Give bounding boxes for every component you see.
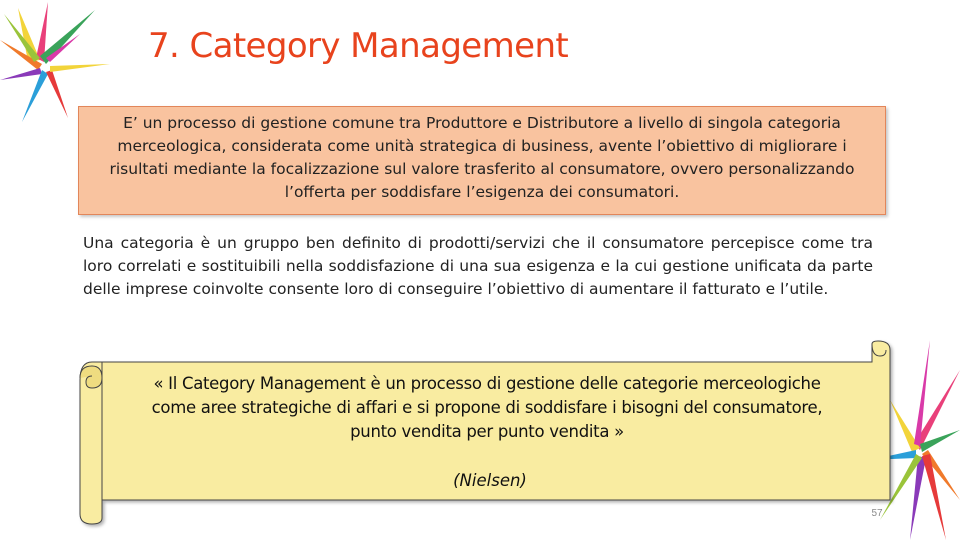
quote-line: « Il Category Management è un processo di gestione delle categorie merceologiche	[153, 374, 821, 393]
definition-line: merceologica, considerata come unità strategica di business, avente l’obiettivo di migliorare i	[117, 137, 847, 155]
paragraph-intro: Una	[83, 234, 121, 252]
nielsen-quote	[104, 372, 870, 444]
definition-line: risultati mediante la focalizzazione sul valore trasferito al consumatore, ovvero personalizzando	[109, 160, 855, 178]
paragraph-keyword: categoria	[120, 234, 194, 252]
page-number: 57	[871, 508, 883, 519]
definition-line: l’offerta per soddisfare l’esigenza dei consumatori.	[284, 183, 680, 201]
quote-line: come aree strategiche di affari e si propone di soddisfare i bisogni del consumatore,	[151, 398, 823, 417]
quote-line: punto vendita per punto vendita »	[350, 422, 624, 441]
paragraph-rest: è un gruppo ben definito di prodotti/servizi che il consumatore percepisce come tra loro correlati e sostituibili nella soddisfazione di una sua esigenza e la cui gestione unificata da parte delle imprese coinvolte consente loro di conseguire l’obiettivo di aumentare il fatturato e l’utile.	[83, 234, 873, 298]
quote-author: (Nielsen)	[453, 471, 527, 490]
definition-line: E’ un processo di gestione comune tra Produttore e Distributore a livello di singola categoria	[123, 114, 841, 132]
slide-title: 7. Category Management	[148, 26, 569, 66]
